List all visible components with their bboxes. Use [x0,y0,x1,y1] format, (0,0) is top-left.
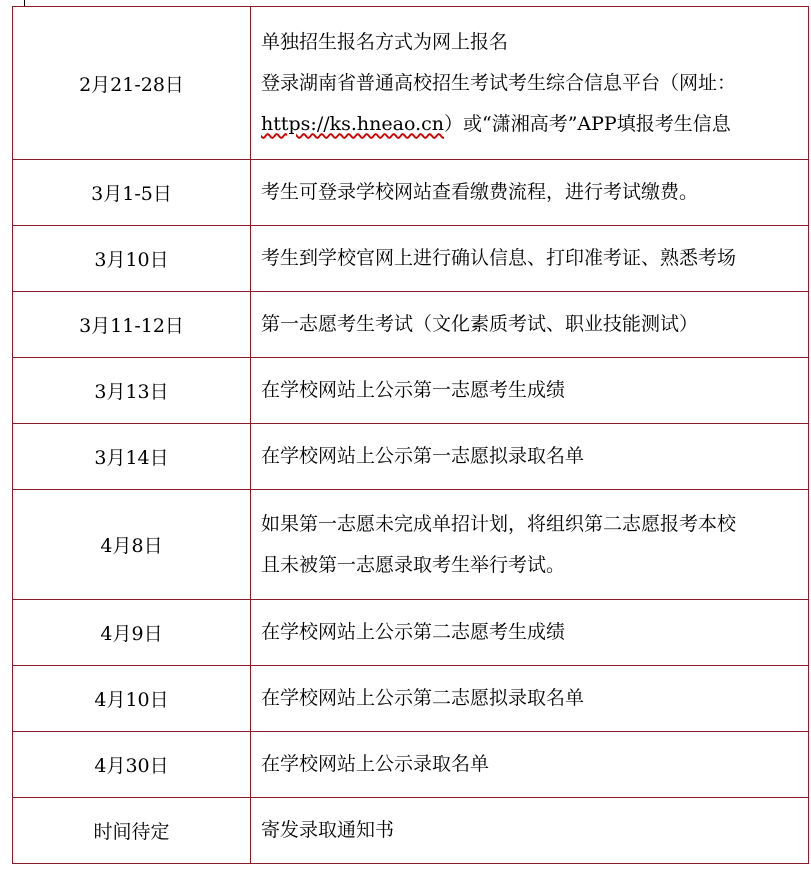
description-line: 如果第一志愿未完成单招计划，将组织第二志愿报考本校 [261,512,737,535]
date-cell: 4月9日 [13,600,251,666]
description-line: 单独招生报名方式为网上报名 [261,30,509,53]
table-row [13,424,809,490]
description-cell [251,666,809,732]
description-line: 考生可登录学校网站查看缴费流程，进行考试缴费。 [261,181,699,203]
description-cell [251,7,809,160]
date-cell: 3月10日 [13,226,251,292]
description-line: 在学校网站上公示第一志愿拟录取名单 [261,445,585,467]
admission-schedule-table [12,6,809,864]
date-cell: 3月1-5日 [13,160,251,226]
date-cell: 4月30日 [13,732,251,798]
description-cell [251,358,809,424]
website-link[interactable]: https://ks.hneao.cn [261,112,444,135]
description-cell [251,292,809,358]
date-cell: 3月11-12日 [13,292,251,358]
description-cell [251,732,809,798]
description-line: 在学校网站上公示录取名单 [261,753,490,775]
description-cell [251,798,809,864]
table-row [13,160,809,226]
description-line: 考生到学校官网上进行确认信息、打印准考证、熟悉考场 [261,247,737,269]
date-cell: 2月21-28日 [13,7,251,160]
table-row [13,7,809,160]
description-line: 在学校网站上公示第一志愿考生成绩 [261,379,566,401]
date-cell: 时间待定 [13,798,251,864]
description-cell [251,226,809,292]
table-row [13,732,809,798]
table-row [13,490,809,600]
date-cell: 4月8日 [13,490,251,600]
description-line: 寄发录取通知书 [261,819,395,841]
description-line [261,104,804,145]
table-row [13,226,809,292]
date-cell: 3月13日 [13,358,251,424]
description-cell [251,160,809,226]
description-line: 第一志愿考生考试（文化素质考试、职业技能测试） [261,313,699,335]
description-line: 且未被第一志愿录取考生举行考试。 [261,553,566,576]
table-row [13,798,809,864]
description-line: 登录湖南省普通高校招生考试考生综合信息平台（网址： [261,71,737,94]
description-cell [251,600,809,666]
description-line: 在学校网站上公示第二志愿拟录取名单 [261,687,585,709]
description-line-suffix: ）或“潇湘高考”APP填报考生信息 [444,112,731,135]
description-cell [251,424,809,490]
table-row [13,666,809,732]
table-row [13,600,809,666]
description-line: 在学校网站上公示第二志愿考生成绩 [261,621,566,643]
description-cell [251,490,809,600]
table-row [13,358,809,424]
date-cell: 3月14日 [13,424,251,490]
date-cell: 4月10日 [13,666,251,732]
table-row [13,292,809,358]
